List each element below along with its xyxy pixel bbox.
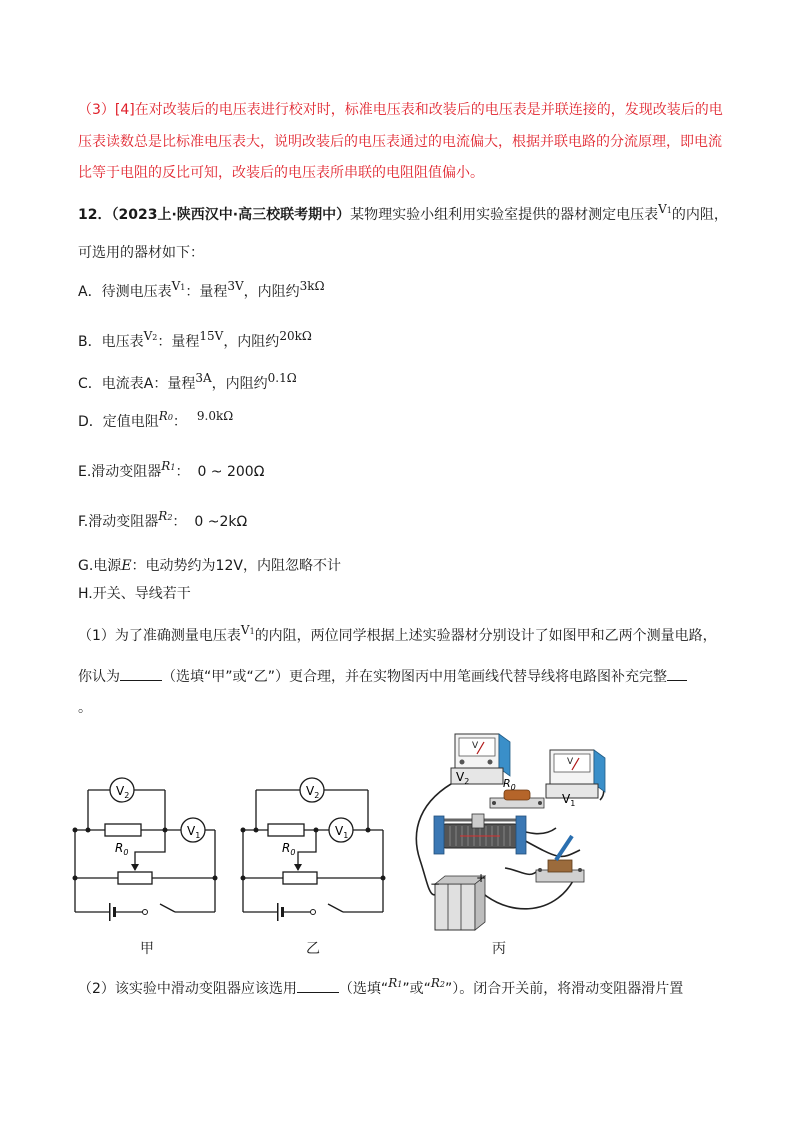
- resistor-r0-device: [490, 790, 544, 808]
- switch-device: [536, 836, 584, 882]
- circuit-yi: [243, 790, 383, 912]
- question-number: 12．: [78, 207, 112, 223]
- label-r0-bing: $R_0$: [503, 777, 516, 792]
- circuit-jia: [75, 790, 215, 912]
- caption-yi: 乙: [306, 941, 320, 957]
- item-f: F.滑动变阻器R2： 0 ~2kΩ: [78, 509, 248, 530]
- apparatus-bing: [416, 734, 605, 930]
- rheostat-device: [434, 814, 526, 854]
- answer-blank-2[interactable]: [667, 666, 687, 681]
- item-g: G.电源E：电动势约为12V，内阻忽略不计: [78, 558, 341, 574]
- label-v2-jia: $V_2$: [116, 784, 130, 800]
- answer-line-3: 比等于电阻的反比可知，改装后的电压表所串联的电阻阻值偏小。: [78, 165, 484, 181]
- label-v2-bing: $V_2$: [456, 770, 470, 786]
- caption-bing: 丙: [492, 941, 506, 957]
- answer-blank-3[interactable]: [297, 978, 339, 993]
- item-h: H.开关、导线若干: [78, 586, 191, 602]
- label-r0-yi: $R_0$: [282, 841, 296, 857]
- answer-line-1: （3）[4]在对改装后的电压表进行校对时，标准电压表和改装后的电压表是并联连接的，发现改装后的电: [78, 102, 723, 118]
- item-a: A．待测电压表V1：量程3V，内阻约3kΩ: [78, 279, 325, 300]
- item-c: C．电流表A：量程3A，内阻约0.1Ω: [78, 371, 297, 392]
- item-e: E.滑动变阻器R1： 0 ~ 200Ω: [78, 459, 265, 480]
- caption-jia: 甲: [140, 941, 154, 957]
- answer-line-2: 压表读数总是比标准电压表大，说明改装后的电压表通过的电流偏大，根据并联电路的分流原理，即电流: [78, 134, 722, 150]
- subq1-line1: （1）为了准确测量电压表V1的内阻，两位同学根据上述实验器材分别设计了如图甲和乙两个测量电路，: [78, 623, 717, 644]
- item-b: B．电压表V2：量程15V，内阻约20kΩ: [78, 329, 312, 350]
- circuit-figures: [0, 720, 800, 950]
- item-d: D．定值电阻R0： 9.0kΩ: [78, 409, 234, 430]
- label-plus-bing: +: [476, 871, 487, 885]
- subq1-line3: 。: [78, 700, 92, 716]
- label-minus-bing: −: [430, 877, 441, 891]
- label-v1-bing: $V_1$: [562, 792, 576, 808]
- question-12-line2: 可选用的器材如下：: [78, 245, 204, 261]
- svg-text:V: V: [472, 741, 479, 751]
- answer-blank-1[interactable]: [120, 666, 162, 681]
- question-source: （2023上·陕西汉中·高三校联考期中）: [111, 207, 351, 223]
- label-v2-yi: $V_2$: [306, 784, 320, 800]
- subq1-line2: 你认为 （选填“甲”或“乙”）更合理，并在实物图丙中用笔画线代替导线将电路图补充完整: [78, 666, 687, 687]
- question-12-stem: 12．（2023上·陕西汉中·高三校联考期中）某物理实验小组利用实验室提供的器材测定电压表V1的内阻，: [78, 202, 728, 223]
- label-v1-yi: $V_1$: [335, 824, 349, 840]
- voltmeter-v1-device: [546, 750, 605, 798]
- label-v1-jia: $V_1$: [187, 824, 201, 840]
- svg-text:V: V: [567, 757, 574, 767]
- label-r0-jia: $R_0$: [115, 841, 129, 857]
- subq2-line1: （2）该实验中滑动变阻器应该选用 （选填“R1”或“R2”）。闭合开关前，将滑动变阻器滑片置: [78, 976, 684, 997]
